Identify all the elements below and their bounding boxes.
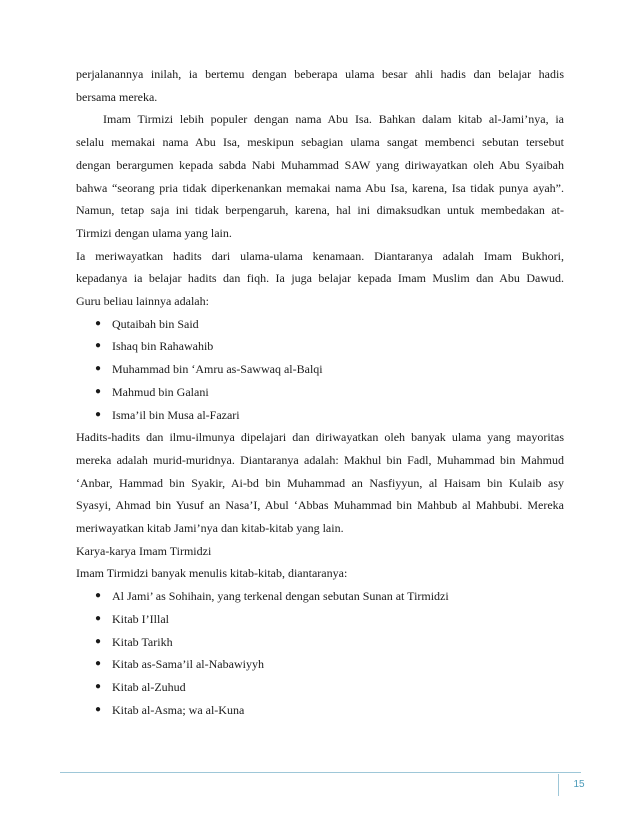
paragraph-1-line: perjalanannya inilah, ia bertemu dengan beberapa ulama besar ahli hadis dan belajar hadis xyxy=(76,67,564,81)
list-item xyxy=(76,358,564,381)
work-title: Kitab al-Zuhud xyxy=(112,679,186,694)
list-item xyxy=(76,585,564,608)
paragraph-2-line: Imam Tirmizi lebih populer dengan nama Abu Isa. Bahkan dalam kitab al-Jami’nya, ia xyxy=(103,112,564,127)
bullet-icon: ● xyxy=(95,385,102,397)
list-item xyxy=(76,653,564,676)
bullet-icon: ● xyxy=(95,590,102,602)
paragraph-3-line: Ia meriwayatkan hadits dari ulama-ulama kenamaan. Diantaranya adalah Imam Bukhori, xyxy=(76,248,564,263)
list-item xyxy=(76,631,564,654)
bullet-icon: ● xyxy=(95,612,102,624)
teacher-list xyxy=(76,313,564,427)
footer-divider xyxy=(60,772,581,773)
paragraph-5-line: Imam Tirmidzi banyak menulis kitab-kitab, diantaranya: xyxy=(76,566,348,581)
teacher-name: Muhammad bin ‘Amru as-Sawwaq al-Balqi xyxy=(112,362,323,377)
paragraph-2-line: bahwa “seorang pria tidak diperkenankan memakai nama Abu Isa, karena, Isa tidak punya ayah”. xyxy=(76,180,564,195)
bullet-icon: ● xyxy=(95,317,102,329)
section-heading: Karya-karya Imam Tirmidzi xyxy=(76,543,212,558)
bullet-icon: ● xyxy=(95,703,102,715)
bullet-icon: ● xyxy=(95,635,102,647)
paragraph-4-line: Syasyi, Ahmad bin Yusuf an Nasa’I, Abul ‘Abbas Muhammad bin Mahbub al Mahbubi. Mereka xyxy=(76,498,564,513)
list-item xyxy=(76,608,564,631)
works-list xyxy=(76,585,564,721)
teacher-name: Mahmud bin Galani xyxy=(112,384,209,399)
work-title: Kitab al-Asma; wa al-Kuna xyxy=(112,702,245,717)
bullet-icon: ● xyxy=(95,363,102,375)
list-item xyxy=(76,313,564,336)
teacher-name: Ishaq bin Rahawahib xyxy=(112,339,214,354)
paragraph-2-line: Namun, tetap saja ini tidak berpengaruh, karena, hal ini dimaksudkan untuk membedakan at- xyxy=(76,203,564,218)
list-item xyxy=(76,335,564,358)
paragraph-4-line: mereka adalah murid-muridnya. Diantaranya adalah: Makhul bin Fadl, Muhammad bin Mahmud xyxy=(76,452,564,467)
page-number: 15 xyxy=(558,774,599,796)
bullet-icon: ● xyxy=(95,408,102,420)
work-title: Kitab I’Illal xyxy=(112,611,169,626)
bullet-icon: ● xyxy=(95,680,102,692)
work-title: Kitab as-Sama’il al-Nabawiyyh xyxy=(112,657,264,672)
teacher-name: Isma’il bin Musa al-Fazari xyxy=(112,407,240,422)
paragraph-2-line: dengan berargumen kepada sabda Nabi Muhammad SAW yang diriwayatkan oleh Abu Syaibah xyxy=(76,157,564,172)
paragraph-3-line: Guru beliau lainnya adalah: xyxy=(76,294,209,309)
teacher-name: Qutaibah bin Said xyxy=(112,316,199,331)
list-item xyxy=(76,404,564,427)
paragraph-2-line: Tirmizi dengan ulama yang lain. xyxy=(76,225,232,240)
paragraph-4-line: ‘Anbar, Hammad bin Syakir, Ai-bd bin Muhammad an Nasfiyyun, al Haisam bin Kulaib asy xyxy=(76,475,564,490)
list-item xyxy=(76,381,564,404)
paragraph-4-line: Hadits-hadits dan ilmu-ilmunya dipelajari dan diriwayatkan oleh banyak ulama yang mayoritas xyxy=(76,430,564,445)
work-title: Kitab Tarikh xyxy=(112,634,173,649)
body-text xyxy=(76,63,564,721)
paragraph-3-line: kepadanya ia belajar hadits dan fiqh. Ia juga belajar kepada Imam Muslim dan Abu Dawud. xyxy=(76,271,564,286)
paragraph-4-line: meriwayatkan kitab Jami’nya dan kitab-kitab yang lain. xyxy=(76,521,344,536)
bullet-icon: ● xyxy=(95,658,102,670)
list-item xyxy=(76,676,564,699)
paragraph-2-line: selalu memakai nama Abu Isa, meskipun sebagian ulama sangat membenci sebutan tersebut xyxy=(76,135,564,150)
bullet-icon: ● xyxy=(95,340,102,352)
paragraph-1-line: bersama mereka. xyxy=(76,89,158,104)
list-item xyxy=(76,699,564,722)
work-title: Al Jami’ as Sohihain, yang terkenal dengan sebutan Sunan at Tirmidzi xyxy=(112,589,449,604)
